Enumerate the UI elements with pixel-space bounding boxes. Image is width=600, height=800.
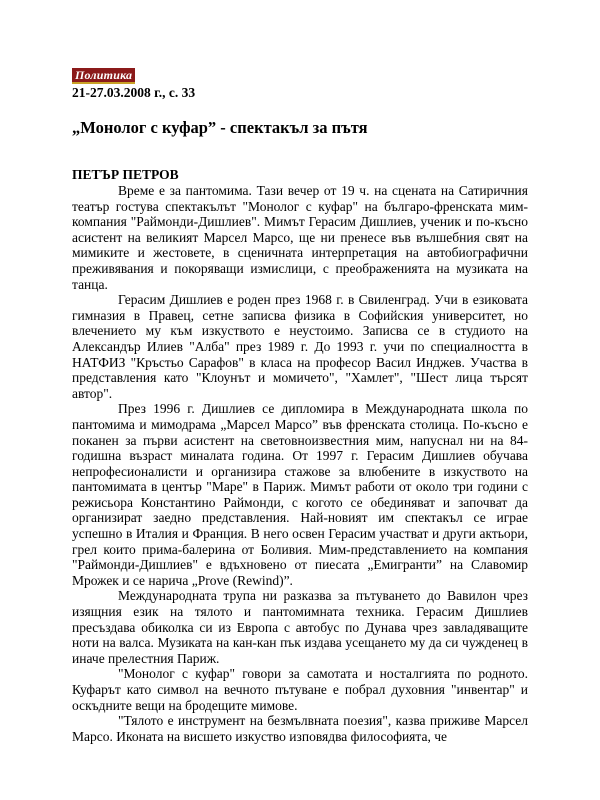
article-body <box>72 183 528 744</box>
paragraph: "Тялото е инструмент на безмълвната поезия", казва приживе Марсел Марсо. Иконата на висшето изкуство изповядва философията, че <box>72 713 528 744</box>
paragraph: През 1996 г. Дишлиев се дипломира в Международната школа по пантомима и мимодрама „Марсел Марсо” във френската столица. По-късно е поканен за първи асистент на световноизвестния мим, напуснал ни на 84-годишна възраст миналата година. От 1997 г. Герасим Дишлиев обучава непрофесионалисти и организира стажове за влюбените в изкуството на пантомимата в център "Маре" в Париж. Мимът работи от около три години с режисьора Константино Раймонди, с когото се обединяват и започват да организират заедно представления. Най-новият им спектакъл се играе успешно в Италия и Франция. В него освен Герасим участват и други актьори, грел които прима-балерина от Боливия. Мим-представлението на компания "Раймонди-Дишлиев" е вдъхновено от пиесата „Емигранти” на Славомир Мрожек и се нарича „Prove (Rewind)”. <box>72 401 528 588</box>
article-headline: „Монолог с куфар” - спектакъл за пътя <box>72 118 368 137</box>
paragraph: "Монолог с куфар" говори за самотата и носталгията по родното. Куфарът като символ на вечното пътуване е побрал духовния "инвентар" и оскъдните вещи на бродещите мимове. <box>72 666 528 713</box>
paragraph: Международната трупа ни разказва за пътуването до Вавилон чрез изящния език на тялото и пантомимната техника. Герасим Дишлиев пресъздава обиколка си из Европа с автобус по Дунава чрез завладяващите ноти на валса. Музиката на кан-кан пък издава усещането му да си чужденец в иначе прелестния Париж. <box>72 588 528 666</box>
article-page <box>72 66 528 744</box>
paragraph: Време е за пантомима. Тази вечер от 19 ч. на сцената на Сатиричния театър гостува спектакълът "Монолог с куфар" на българо-френската мим-компания "Раймонди-Дишлиев". Мимът Герасим Дишлиев, ученик и по-късно асистент на великият Марсел Марсо, ще ни пренесе във вълшебния свят на мимиките и жестовете, в сценичната интерпретация на автобиографични преживявания и покоряващи измислици, с преображенията на музиката на танца. <box>72 183 528 292</box>
paragraph: Герасим Дишлиев е роден през 1968 г. в Свиленград. Учи в езиковата гимназия в Правец, сетне записва физика в Софийския университет, но влечението му към изкуството е неустоимо. Записва се в студиото на Александър Илиев "Алба" през 1989 г. До 1993 г. учи по специалността в НАТФИЗ "Кръстьо Сарафов" в класа на професор Васил Инджев. Участва в представления като "Клоунът и момичето", "Хамлет", "Шест лица търсят автор". <box>72 292 528 401</box>
issue-info: 21-27.03.2008 г., с. 33 <box>72 85 196 100</box>
politika-logo: Политика <box>72 68 135 84</box>
article-author: ПЕТЪР ПЕТРОВ <box>72 167 179 182</box>
